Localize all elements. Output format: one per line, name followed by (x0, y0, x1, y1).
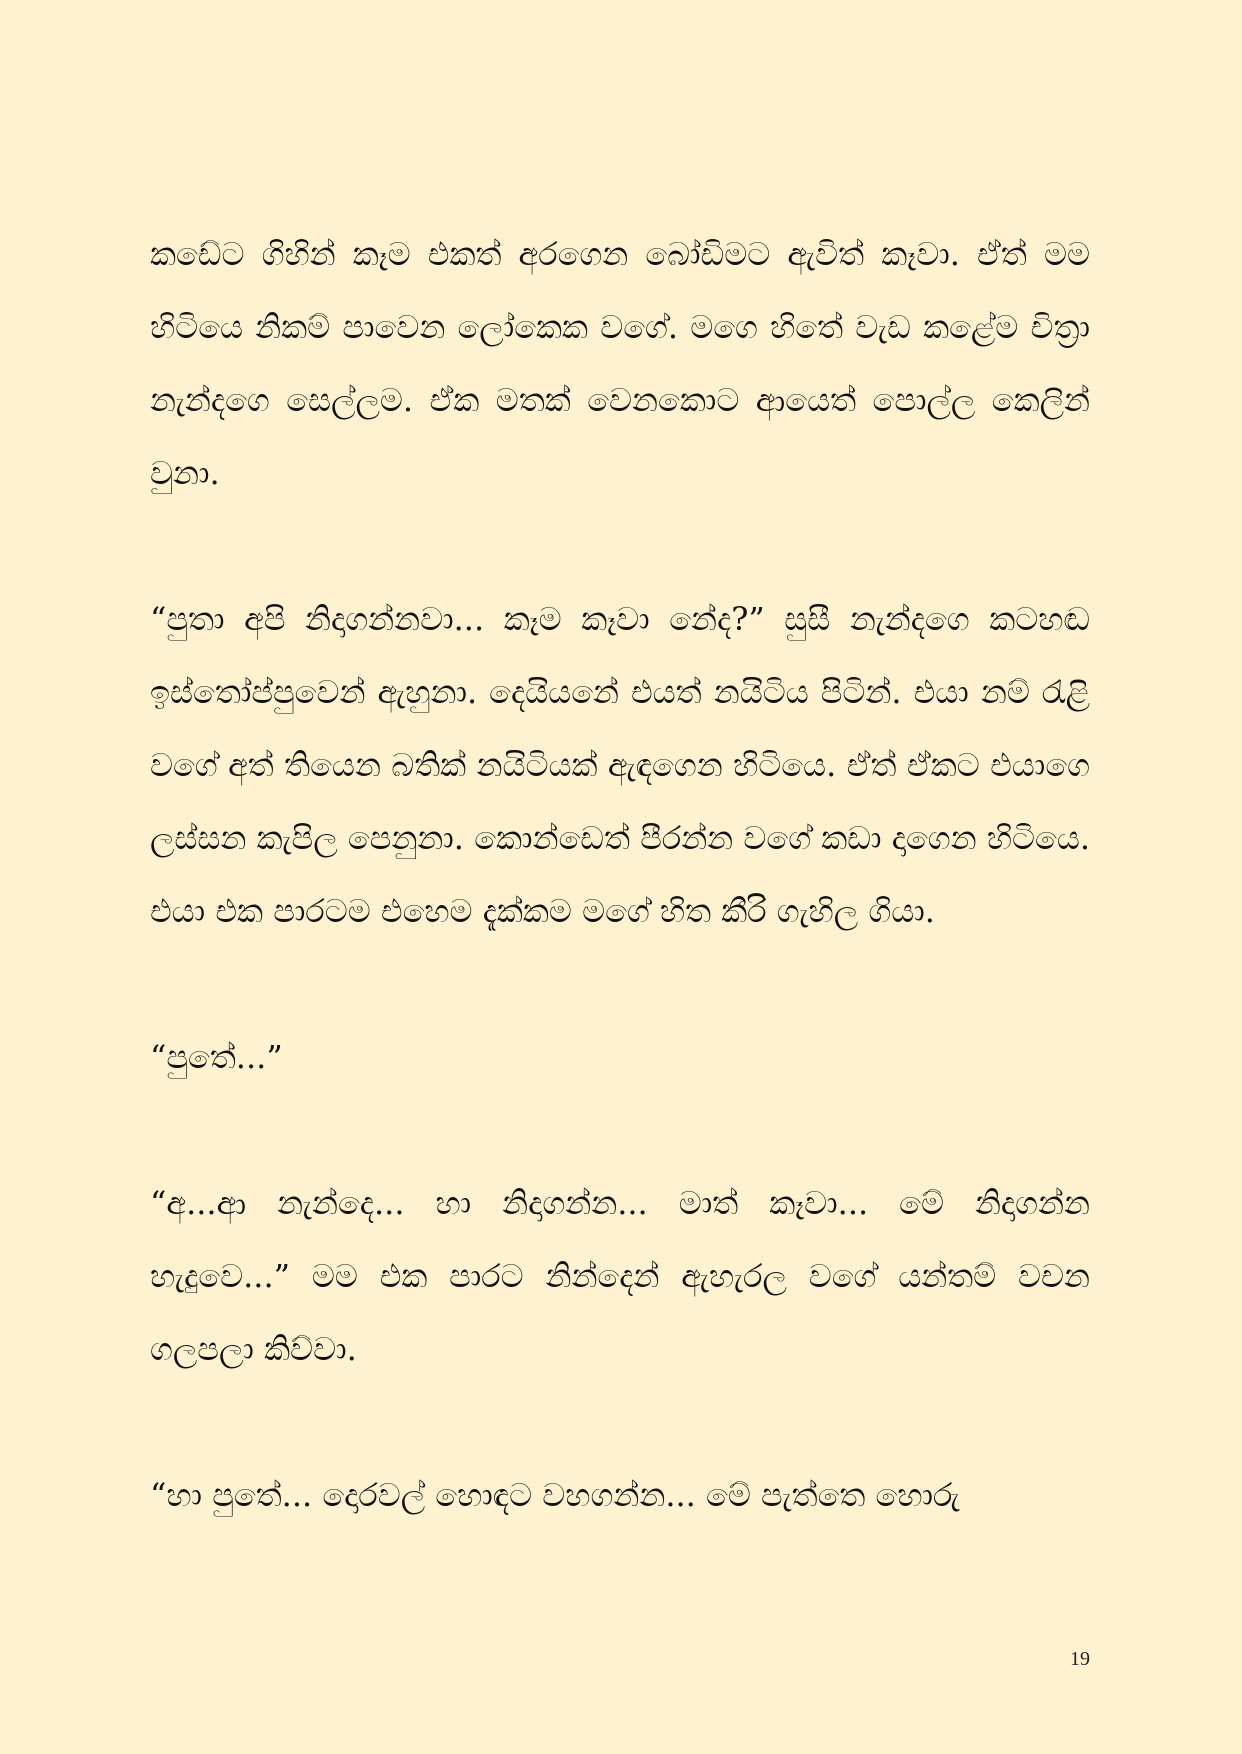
paragraph-2: “පුතා අපි නිදාගන්නවා... කෑම කෑවා නේද?” සුසී නැන්දගෙ කටහඬ ඉස්තෝප්පුවෙන් ඇහුනා. දෙයියනේ එයත් නයිටිය පිටින්. එයා නම් රැළි වගේ අත් තියෙන බතික් නයිටියක් ඇඳගෙන හිටියෙ. ඒත් ඒකට එයාගෙ ලස්සන කැපිල පෙනුනා. කොන්ඩෙත් පීරන්න වගේ කඩා දාගෙන හිටියෙ. එයා එක පාරටම එහෙම දැක්කම මගේ හිත කීරි ගැහිල ගියා. (150, 600, 1090, 930)
page-number: 19 (1070, 1648, 1090, 1670)
paragraph-3: “පුතේ...” (150, 1038, 283, 1076)
paragraph-1: කඩේට ගිහින් කෑම එකත් අරගෙන බෝඩිමට ඇවිත් කෑවා. ඒත් මම හිටියෙ නිකම් පාවෙන ලෝකෙක වගේ. මගෙ හිතේ වැඩ කළේම චිත්‍රා නැන්දගෙ සෙල්ලම. ඒක මතක් වෙනකොට ආයෙත් පොල්ල කෙලින් වුනා. (150, 235, 1090, 492)
paragraph-5: “හා පුතේ... දොරවල් හොඳට වහගන්න... මේ පැත්තෙ හොරු (150, 1476, 960, 1514)
paragraph-4: “අ...ආ නැන්දෙ... හා නිදාගන්න... මාත් කෑවා... මේ නිදාගන්න හැදුවෙ...” මම එක පාරට නින්දෙන් ඇහැරල වගේ යන්තම් වචන ගලපලා කිව්වා. (150, 1184, 1090, 1368)
page-body (150, 218, 1090, 1605)
